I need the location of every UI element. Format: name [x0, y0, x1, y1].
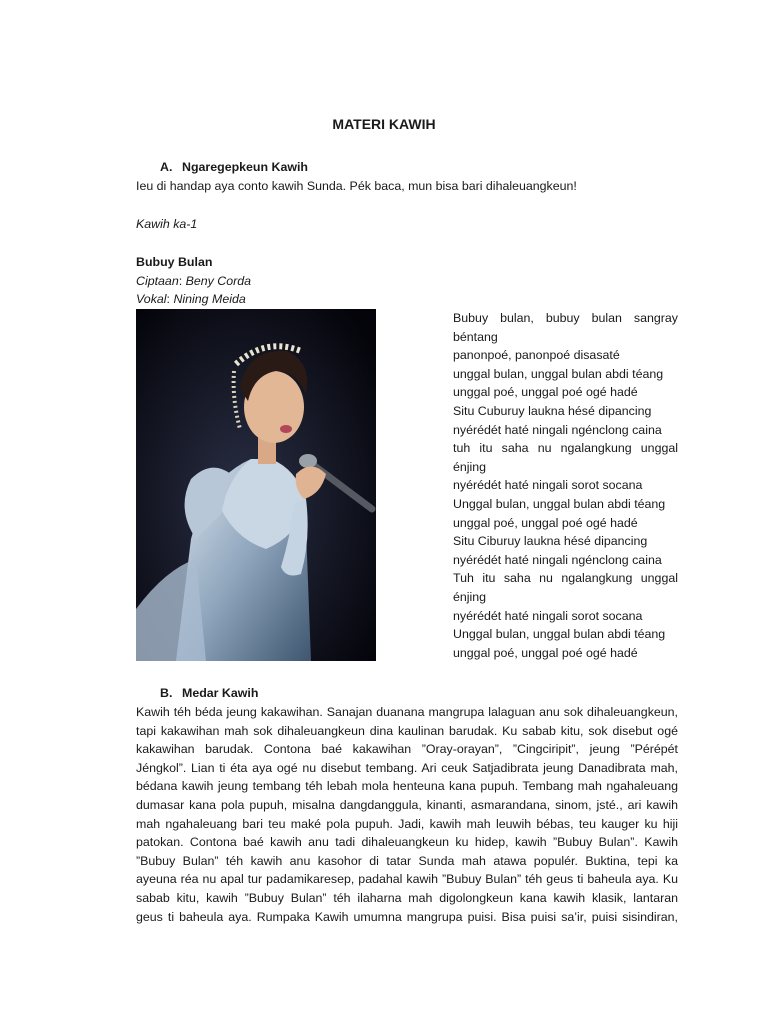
song-ciptaan: Ciptaan: Beny Corda — [136, 274, 252, 288]
lyric-line: Bubuy bulan, bubuy bulan sangray béntang — [453, 311, 678, 344]
lyric-line: nyérédét haté ningali sorot socana — [453, 608, 643, 623]
body-line: tapi kakawihan mah sok dihaleuangkeun dina kaulinan barudak. Ku sabab kitu, sok disebut ogé — [136, 723, 678, 738]
lyric-line: Unggal bulan, unggal bulan abdi téang — [453, 496, 666, 511]
body-line: bédana kawih jeung tembang téh lebah mola henteuna kana pupuh. Tembang mah ngahaleuang — [136, 779, 678, 794]
lyric-line: Situ Ciburuy laukna hésé dipancing — [453, 534, 648, 549]
body-line: ”Bubuy Bulan” téh kawih anu kasohor di tatar Sunda mah atawa populér. Buktina, tepi ka — [136, 853, 678, 868]
song-title: Bubuy Bulan — [136, 255, 213, 269]
lyric-line: panonpoé, panonpoé disasaté — [453, 348, 620, 363]
page-title: MATERI KAWIH — [332, 116, 436, 132]
lyric-line: unggal poé, unggal poé ogé hadé — [453, 385, 638, 400]
body-line: geus ti baheula aya. Rumpaka Kawih umumna mangrupa puisi. Bisa puisi sa’ir, puisi sisindiran, — [136, 909, 678, 924]
lyric-line: nyérédét haté ningali ngénclong caina — [453, 552, 662, 567]
body-line: Jéngkol”. Lian ti éta aya ogé nu disebut tembang. Ari ceuk Satjadibrata jeung Danadibrata mah, — [136, 760, 678, 775]
section-b-heading — [160, 684, 258, 703]
vokal-label: Vokal — [136, 292, 167, 306]
section-b-body — [136, 703, 678, 926]
song-vokal: Vokal: Nining Meida — [136, 292, 246, 306]
section-a-heading — [160, 158, 308, 177]
body-line: dumasar kana pola pupuh, misalna dangdanggula, kinanti, asmarandana, sinom, jsté., ari kawih — [136, 797, 678, 812]
lyric-line: unggal poé, unggal poé ogé hadé — [453, 515, 638, 530]
vokal-value: Nining Meida — [173, 292, 246, 306]
kawih-label: Kawih ka-1 — [136, 217, 198, 231]
song-lyrics — [453, 309, 678, 662]
body-line: patokan. Contona baé kawih anu tadi dihaleuangkeun ku hidep, kawih ”Bubuy Bulan”. Kawih — [136, 835, 678, 850]
body-line: mah ngahaleuang bari teu maké pola pupuh. Jadi, kawih mah leuwih bébas, teu kauger ku hiji — [136, 816, 678, 831]
body-line: sabab kitu, kawih ”Bubuy Bulan” téh ilaharna mah digolongkeun kana kawih klasik, lantaran — [136, 890, 678, 905]
lyric-line: tuh itu saha nu ngalangkung unggal énjing — [453, 441, 678, 474]
lyric-line: Unggal bulan, unggal bulan abdi téang — [453, 627, 666, 642]
section-b-title: Medar Kawih — [182, 686, 259, 700]
section-a-title: Ngaregepkeun Kawih — [182, 160, 308, 174]
ciptaan-label: Ciptaan — [136, 274, 179, 288]
lyric-line: nyérédét haté ningali ngénclong caina — [453, 422, 662, 437]
lyric-line: unggal poé, unggal poé ogé hadé — [453, 645, 638, 660]
lyric-line: Situ Cuburuy laukna hésé dipancing — [453, 403, 652, 418]
ciptaan-value: Beny Corda — [185, 274, 252, 288]
section-a-intro: Ieu di handap aya conto kawih Sunda. Pék baca, mun bisa bari dihaleuangkeun! — [136, 179, 577, 193]
lyric-line: Tuh itu saha nu ngalangkung unggal énjing — [453, 571, 678, 604]
section-a-number: A. — [160, 160, 173, 174]
section-b-number: B. — [160, 686, 173, 700]
body-line: ayeuna réa nu apal tur padamikaresep, padahal kawih ”Bubuy Bulan” téh geus ti baheula aya. Ku — [136, 872, 678, 887]
lyric-line: nyérédét haté ningali sorot socana — [453, 478, 643, 493]
body-line: kakawihan barudak. Contona baé kakawihan ”Oray-orayan”, ”Cingciripit”, jeung ”Pérépét — [136, 742, 678, 757]
body-line: Kawih téh béda jeung kakawihan. Sanajan duanana mangrupa lalaguan anu sok dihaleuangkeun, — [136, 705, 678, 719]
singer-photo — [136, 309, 376, 661]
lyric-line: unggal bulan, unggal bulan abdi téang — [453, 366, 664, 381]
